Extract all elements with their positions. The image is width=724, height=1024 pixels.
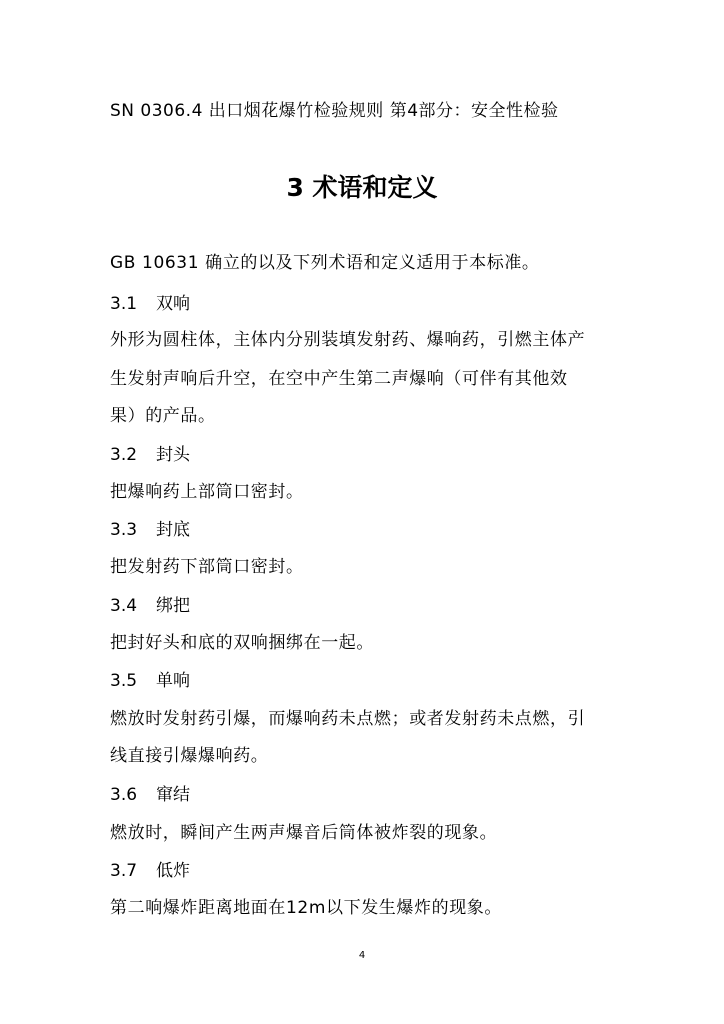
term-number: 3.3 [110, 520, 138, 540]
term-heading [110, 666, 190, 691]
term-number: 3.4 [110, 596, 138, 616]
term-heading [110, 515, 190, 540]
term-name: 封底 [156, 520, 190, 540]
term-name: 低炸 [156, 861, 190, 881]
definition-line: 第二响爆炸距离地面在12m以下发生爆炸的现象。 [110, 898, 502, 918]
intro-paragraph: GB 10631 确立的以及下列术语和定义适用于本标准。 [110, 253, 540, 273]
term-number: 3.1 [110, 294, 138, 314]
definition-line: 燃放时，瞬间产生两声爆音后筒体被炸裂的现象。 [110, 823, 498, 843]
definition-line: 线直接引爆爆响药。 [110, 746, 269, 766]
running-header: SN 0306.4 出口烟花爆竹检验规则 第4部分：安全性检验 [110, 101, 559, 121]
term-name: 双响 [156, 294, 190, 314]
definition-line: 果）的产品。 [110, 406, 216, 426]
term-number: 3.7 [110, 861, 138, 881]
term-name: 窜结 [156, 785, 190, 805]
term-name: 单响 [156, 671, 190, 691]
term-number: 3.2 [110, 445, 138, 465]
term-name: 封头 [156, 445, 190, 465]
definition-line: 燃放时发射药引爆，而爆响药未点燃；或者发射药未点燃，引 [110, 709, 586, 729]
term-number: 3.6 [110, 785, 138, 805]
term-name: 绑把 [156, 596, 190, 616]
term-number: 3.5 [110, 671, 138, 691]
definition-line: 生发射声响后升空，在空中产生第二声爆响（可伴有其他效 [110, 369, 568, 389]
page-number: 4 [358, 950, 366, 961]
term-heading [110, 440, 190, 465]
definition-line: 把封好头和底的双响捆绑在一起。 [110, 633, 374, 653]
term-heading [110, 289, 190, 314]
definition-line: 外形为圆柱体，主体内分别装填发射药、爆响药，引燃主体产 [110, 330, 586, 350]
term-heading [110, 856, 190, 881]
definition-line: 把发射药下部筒口密封。 [110, 557, 304, 577]
term-heading [110, 780, 190, 805]
section-title: 3 术语和定义 [286, 173, 438, 202]
term-heading [110, 591, 190, 616]
definition-line: 把爆响药上部筒口密封。 [110, 482, 304, 502]
